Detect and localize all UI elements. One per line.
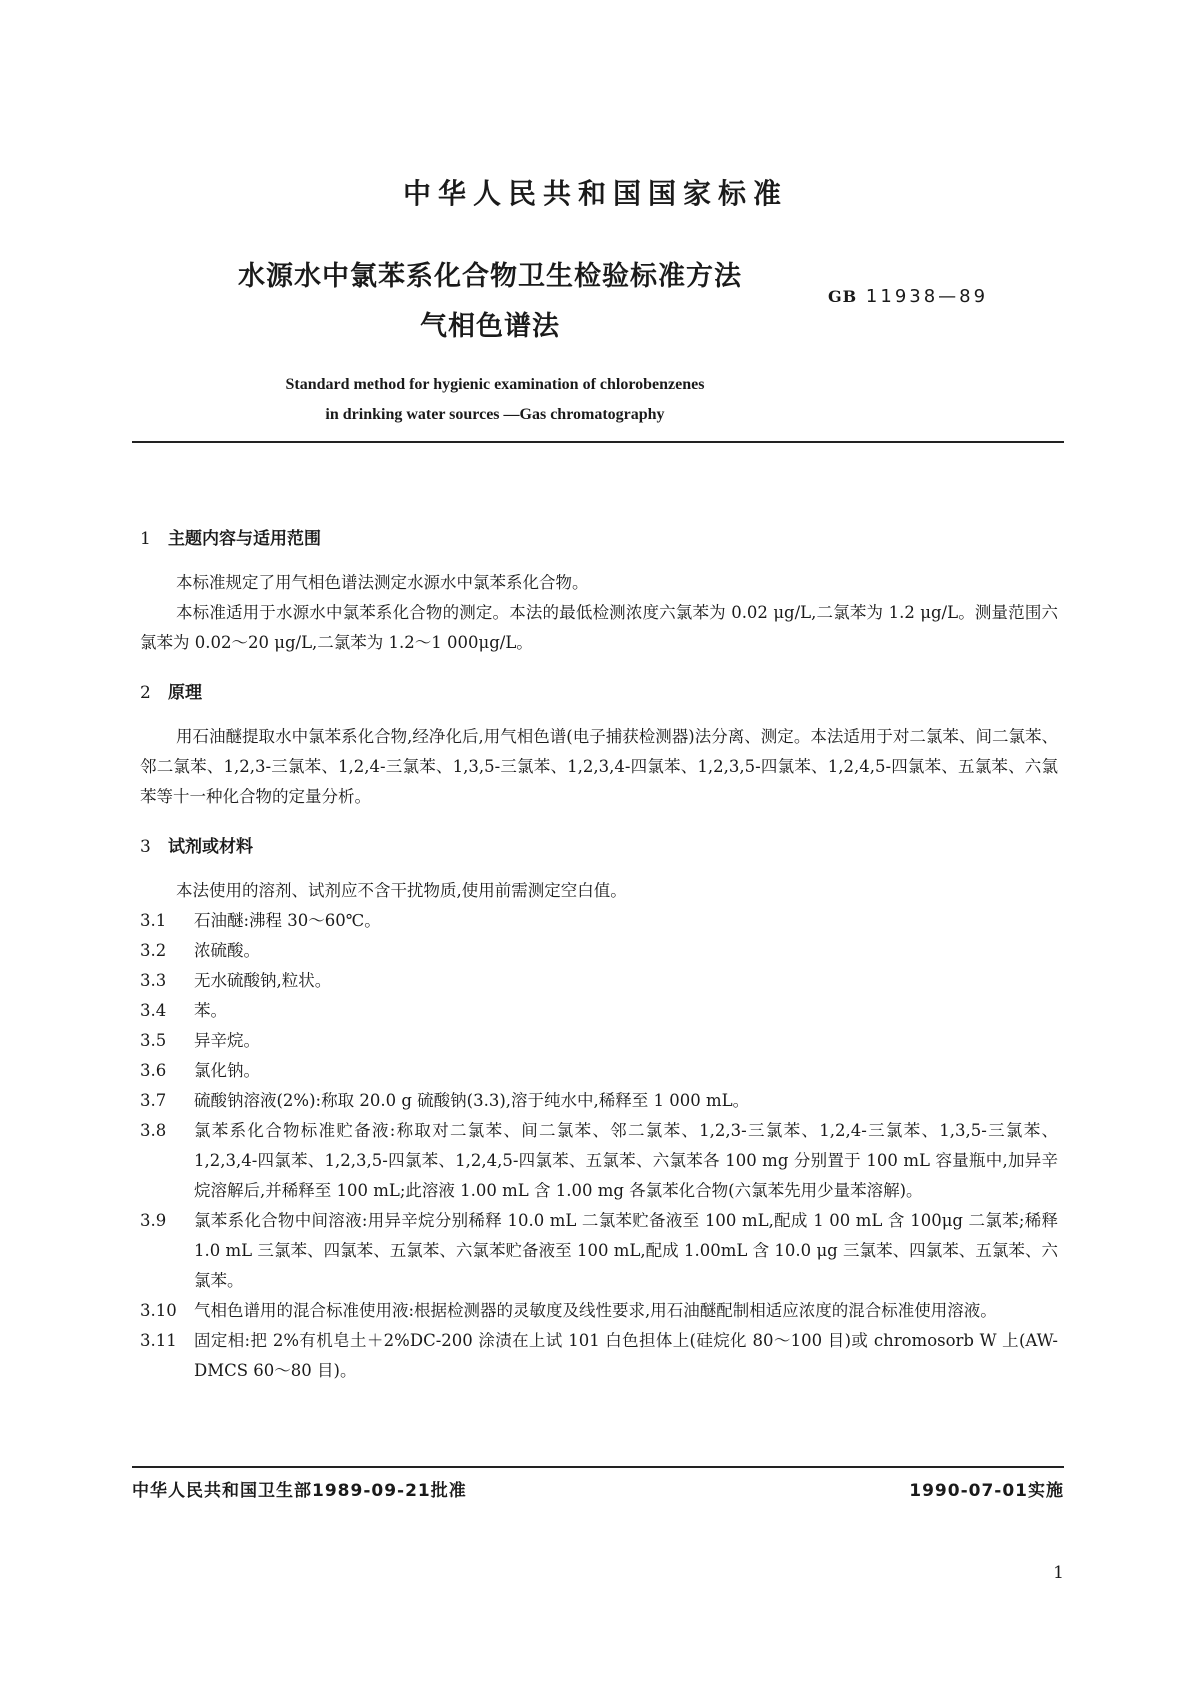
item-number: 3.11 bbox=[140, 1331, 177, 1350]
list-item bbox=[140, 996, 1058, 1026]
list-item bbox=[140, 1296, 1058, 1326]
item-number: 3.1 bbox=[140, 911, 167, 930]
list-item bbox=[140, 1056, 1058, 1086]
standard-organization: 中华人民共和国国家标准 bbox=[402, 177, 788, 210]
item-number: 3.5 bbox=[140, 1031, 167, 1050]
item-number: 3.4 bbox=[140, 1001, 167, 1020]
item-text: 苯。 bbox=[194, 1001, 227, 1020]
document-title-chinese bbox=[190, 261, 790, 361]
item-text: 异辛烷。 bbox=[194, 1031, 260, 1050]
item-text: 无水硫酸钠,粒状。 bbox=[194, 971, 332, 990]
list-item bbox=[140, 1326, 1058, 1386]
section-3-number: 3 bbox=[140, 837, 151, 857]
section-2-heading bbox=[140, 678, 1058, 708]
effective-date: 1990-07-01实施 bbox=[909, 1481, 1064, 1501]
item-text: 硫酸钠溶液(2%):称取 20.0 g 硫酸钠(3.3),溶于纯水中,稀释至 1 000 mL。 bbox=[194, 1091, 750, 1110]
page-number: 1 bbox=[1053, 1563, 1064, 1583]
item-number: 3.7 bbox=[140, 1091, 167, 1110]
list-item bbox=[140, 1116, 1058, 1206]
standard-code bbox=[828, 286, 988, 307]
item-text: 浓硫酸。 bbox=[194, 941, 260, 960]
item-text: 氯化钠。 bbox=[194, 1061, 260, 1080]
standard-code-number: 11938—89 bbox=[865, 286, 989, 307]
item-number: 3.3 bbox=[140, 971, 167, 990]
item-number: 3.6 bbox=[140, 1061, 167, 1080]
list-item bbox=[140, 1086, 1058, 1116]
section-1-paragraph-1: 本标准规定了用气相色谱法测定水源水中氯苯系化合物。 bbox=[176, 573, 589, 592]
list-item bbox=[140, 966, 1058, 996]
list-item bbox=[140, 906, 1058, 936]
header-divider bbox=[132, 441, 1064, 443]
title-zh-line-1: 水源水中氯苯系化合物卫生检验标准方法 bbox=[238, 261, 742, 292]
section-1-heading bbox=[140, 524, 1058, 554]
standard-code-prefix: GB bbox=[828, 287, 858, 306]
section-1-title: 主题内容与适用范围 bbox=[168, 529, 321, 549]
item-number: 3.2 bbox=[140, 941, 167, 960]
document-title-english bbox=[195, 370, 795, 430]
list-item bbox=[140, 1206, 1058, 1296]
item-text: 固定相:把 2%有机皂土＋2%DC-200 涂渍在上试 101 白色担体上(硅烷化 80～100 目)或 chromosorb W 上(AW-DMCS 60～80 目)。 bbox=[194, 1331, 1058, 1380]
list-item bbox=[140, 936, 1058, 966]
section-2-title: 原理 bbox=[168, 683, 202, 703]
approval-line: 中华人民共和国卫生部1989-09-21批准 bbox=[132, 1481, 467, 1501]
list-item bbox=[140, 1026, 1058, 1056]
item-number: 3.10 bbox=[140, 1301, 177, 1320]
item-number: 3.9 bbox=[140, 1211, 167, 1230]
document-body bbox=[140, 518, 1058, 1386]
section-1-paragraph-2: 本标准适用于水源水中氯苯系化合物的测定。本法的最低检测浓度六氯苯为 0.02 μg/L,二氯苯为 1.2 μg/L。测量范围六氯苯为 0.02～20 μg/L,二氯苯为 1.2～1 000μg/L。 bbox=[140, 603, 1058, 652]
title-en-line-1: Standard method for hygienic examination of chlorobenzenes bbox=[285, 376, 705, 393]
section-3-heading bbox=[140, 832, 1058, 862]
item-text: 氯苯系化合物标准贮备液:称取对二氯苯、间二氯苯、邻二氯苯、1,2,3-三氯苯、1,2,4-三氯苯、1,3,5-三氯苯、1,2,3,4-四氯苯、1,2,3,5-四氯苯、1,2,4,5-四氯苯、五氯苯、六氯苯各 100 mg 分别置于 100 mL 容量瓶中,加异辛烷溶解后,并稀释至 100 mL;此溶液 1.00 mL 含 1.00 mg 各氯苯化合物(六氯苯先用少量苯溶解)。 bbox=[194, 1121, 1058, 1200]
footer-divider bbox=[132, 1466, 1064, 1468]
section-3-intro: 本法使用的溶剂、试剂应不含干扰物质,使用前需测定空白值。 bbox=[176, 881, 627, 900]
section-3-title: 试剂或材料 bbox=[168, 837, 253, 857]
item-text: 氯苯系化合物中间溶液:用异辛烷分别稀释 10.0 mL 二氯苯贮备液至 100 mL,配成 1 00 mL 含 100μg 二氯苯;稀释 1.0 mL 三氯苯、四氯苯、五氯苯、六氯苯贮备液至 100 mL,配成 1.00mL 含 10.0 μg 三氯苯、四氯苯、五氯苯、六氯苯。 bbox=[194, 1211, 1058, 1290]
item-text: 气相色谱用的混合标准使用液:根据检测器的灵敏度及线性要求,用石油醚配制相适应浓度的混合标准使用溶液。 bbox=[194, 1301, 997, 1320]
section-2-number: 2 bbox=[140, 683, 151, 703]
section-2-paragraph-1: 用石油醚提取水中氯苯系化合物,经净化后,用气相色谱(电子捕获检测器)法分离、测定。本法适用于对二氯苯、间二氯苯、邻二氯苯、1,2,3-三氯苯、1,2,4-三氯苯、1,3,5-三氯苯、1,2,3,4-四氯苯、1,2,3,5-四氯苯、1,2,4,5-四氯苯、五氯苯、六氯苯等十一种化合物的定量分析。 bbox=[140, 727, 1058, 806]
title-en-line-2: in drinking water sources —Gas chromatography bbox=[325, 406, 665, 423]
item-number: 3.8 bbox=[140, 1121, 167, 1140]
section-1-number: 1 bbox=[140, 529, 151, 549]
item-text: 石油醚:沸程 30～60℃。 bbox=[194, 911, 381, 930]
title-zh-line-2: 气相色谱法 bbox=[420, 311, 560, 342]
